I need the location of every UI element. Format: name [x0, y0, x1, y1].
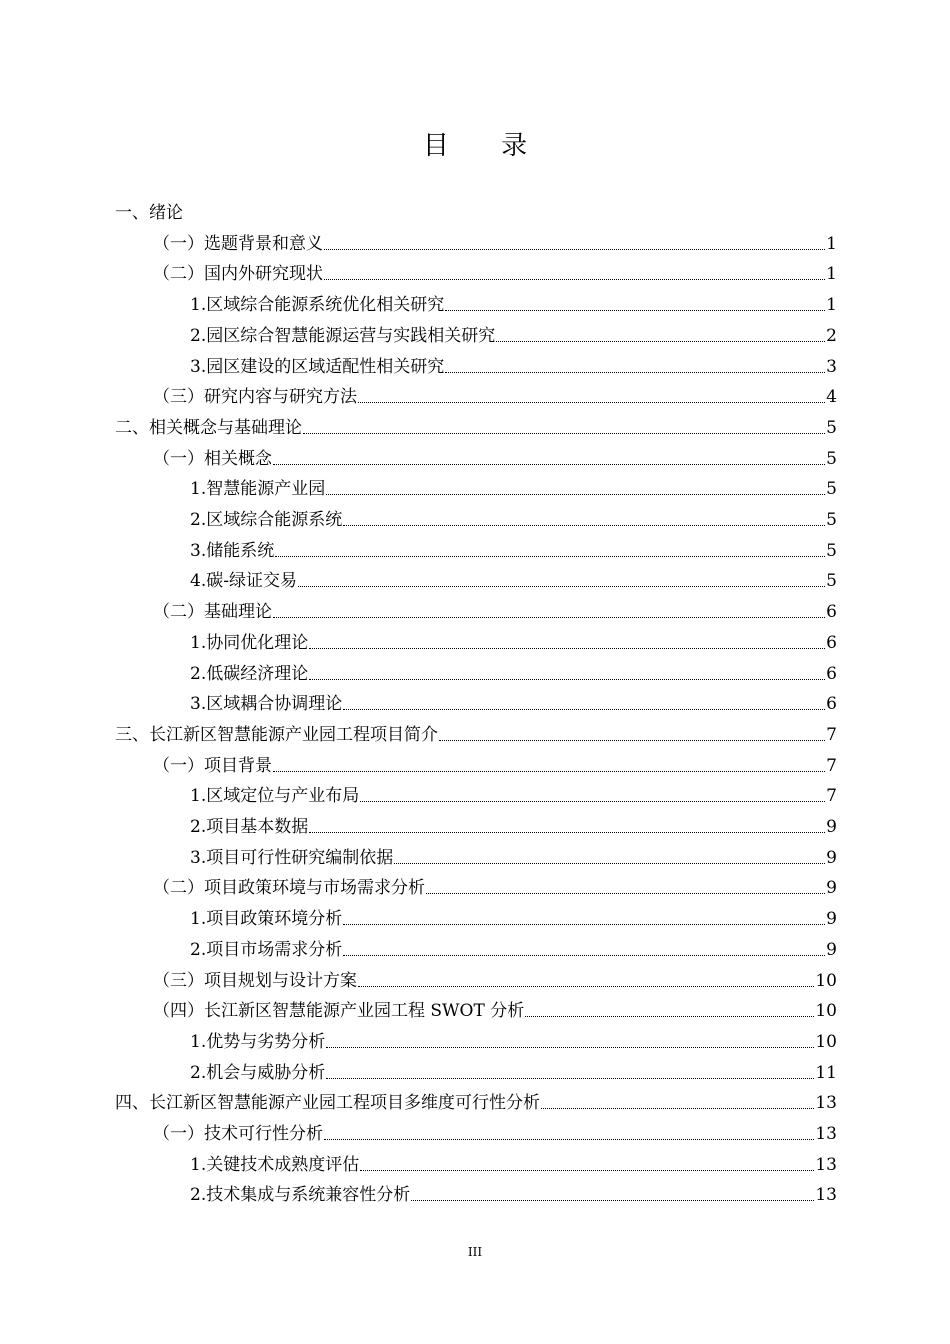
- toc-entry-title: 1.协同优化理论: [190, 632, 309, 653]
- toc-entry-level-1[interactable]: [115, 1084, 837, 1114]
- toc-entry-page-number: 5: [826, 417, 837, 438]
- dot-leader: [445, 372, 825, 373]
- toc-entry-page-number: 9: [826, 939, 837, 960]
- toc-entry-title: 1.优势与劣势分析: [190, 1031, 326, 1052]
- toc-entry-page-number: 4: [826, 387, 837, 408]
- toc-entry-level-2[interactable]: [153, 1115, 837, 1145]
- page-number: III: [467, 1245, 483, 1259]
- toc-entry-page-number: 11: [815, 1062, 837, 1083]
- toc-entry-title: 四、长江新区智慧能源产业园工程项目多维度可行性分析: [115, 1093, 540, 1114]
- toc-entry-title: 4.碳-绿证交易: [190, 571, 297, 592]
- toc-entry-level-3[interactable]: [190, 532, 837, 562]
- toc-entry-title: （二）项目政策环境与市场需求分析: [153, 878, 425, 899]
- toc-entry-title: （三）项目规划与设计方案: [153, 970, 357, 991]
- toc-entry-level-2[interactable]: [153, 593, 837, 623]
- toc-entry-page-number: 9: [826, 847, 837, 868]
- toc-entry-level-1[interactable]: [115, 409, 837, 439]
- toc-entry-title: 3.项目可行性研究编制依据: [190, 847, 394, 868]
- toc-entry-level-2[interactable]: [153, 440, 837, 470]
- dot-leader: [445, 310, 825, 311]
- toc-entry-level-3[interactable]: [190, 839, 837, 869]
- toc-entry-level-3[interactable]: [190, 317, 837, 347]
- toc-entry-title: （一）选题背景和意义: [153, 233, 323, 254]
- toc-entry-title: 3.区域耦合协调理论: [190, 694, 343, 715]
- dot-leader: [343, 525, 825, 526]
- dot-leader: [309, 679, 825, 680]
- toc-entry-title: 2.区域综合能源系统: [190, 510, 343, 530]
- toc-entry-page-number: 5: [826, 571, 837, 592]
- toc-entry-level-2[interactable]: [153, 225, 837, 255]
- toc-entry-page-number: 6: [826, 632, 837, 653]
- toc-entry-title: 1.项目政策环境分析: [190, 909, 343, 930]
- toc-entry-title: 一、绪论: [115, 203, 183, 223]
- toc-entry-page-number: 6: [826, 602, 837, 623]
- dot-leader: [326, 1078, 814, 1079]
- dot-leader: [298, 586, 825, 587]
- toc-entry-page-number: 10: [815, 1001, 837, 1022]
- toc-entry-title: （二）基础理论: [153, 602, 272, 623]
- toc-entry-level-3[interactable]: [190, 562, 837, 592]
- toc-entry-title: 二、相关概念与基础理论: [115, 417, 302, 438]
- toc-entry-page-number: 13: [815, 1185, 837, 1206]
- toc-entry-page-number: 6: [826, 694, 837, 715]
- dot-leader: [343, 709, 825, 710]
- toc-entry-title: （一）相关概念: [153, 448, 272, 469]
- dot-leader: [411, 1200, 814, 1201]
- toc-entry-level-1[interactable]: [115, 716, 837, 746]
- toc-entry-title: 三、长江新区智慧能源产业园工程项目简介: [115, 724, 438, 745]
- toc-entry-title: 1.智慧能源产业园: [190, 479, 326, 500]
- toc-entry-page-number: 1: [826, 233, 837, 254]
- dot-leader: [273, 617, 825, 618]
- toc-entry-level-2[interactable]: [153, 747, 837, 777]
- toc-entry-level-3[interactable]: [190, 777, 837, 807]
- dot-leader: [275, 556, 825, 557]
- toc-entry-title: （三）研究内容与研究方法: [153, 387, 357, 408]
- toc-entry-page-number: 10: [815, 970, 837, 991]
- dot-leader: [541, 1108, 814, 1109]
- toc-entry-page-number: 9: [826, 817, 837, 837]
- toc-entry-page-number: 1: [826, 295, 837, 316]
- dot-leader: [273, 464, 825, 465]
- dot-leader: [360, 801, 825, 802]
- dot-leader: [324, 279, 825, 280]
- toc-entry-page-number: 7: [826, 724, 837, 745]
- toc-entry-title: （一）技术可行性分析: [153, 1124, 323, 1144]
- toc-entry-page-number: 1: [826, 264, 837, 285]
- dot-leader: [525, 1016, 814, 1017]
- toc-entry-level-3[interactable]: [190, 931, 837, 961]
- toc-entry-level-2[interactable]: [153, 992, 837, 1022]
- toc-entry-page-number: 7: [826, 755, 837, 776]
- toc-entry-page-number: 3: [826, 356, 837, 377]
- toc-entry-level-3[interactable]: [190, 286, 837, 316]
- dot-leader: [324, 249, 825, 250]
- toc-entry-title: 3.园区建设的区域适配性相关研究: [190, 356, 445, 377]
- dot-leader: [394, 863, 825, 864]
- toc-entry-page-number: 7: [826, 786, 837, 807]
- toc-entry-title: 2.机会与威胁分析: [190, 1062, 326, 1083]
- toc-entry-title: 2.项目市场需求分析: [190, 939, 343, 960]
- toc-entry-level-2[interactable]: [153, 255, 837, 285]
- toc-entry-page-number: 9: [826, 909, 837, 930]
- toc-entry-title: 1.区域定位与产业布局: [190, 786, 360, 807]
- toc-entry-level-2[interactable]: [153, 962, 837, 992]
- toc-entry-page-number: 9: [826, 878, 837, 899]
- toc-entry-title: 3.储能系统: [190, 540, 275, 561]
- toc-entry-level-1[interactable]: [115, 194, 837, 224]
- dot-leader: [309, 832, 825, 833]
- dot-leader: [343, 924, 825, 925]
- toc-entry-title: （四）长江新区智慧能源产业园工程 SWOT 分析: [153, 1001, 525, 1022]
- dot-leader: [303, 433, 825, 434]
- toc-entry-page-number: 13: [815, 1154, 837, 1175]
- toc-entry-level-3[interactable]: [190, 501, 837, 531]
- toc-entry-title: （一）项目背景: [153, 755, 272, 776]
- dot-leader: [273, 771, 825, 772]
- toc-entry-page-number: 13: [815, 1093, 837, 1114]
- toc-entry-level-3[interactable]: [190, 900, 837, 930]
- toc-entry-page-number: 5: [826, 510, 837, 530]
- toc-entry-level-3[interactable]: [190, 1023, 837, 1053]
- dot-leader: [426, 893, 825, 894]
- page-title: 目 录: [422, 131, 550, 161]
- dot-leader: [343, 955, 825, 956]
- toc-entry-level-3[interactable]: [190, 470, 837, 500]
- toc-entry-level-3[interactable]: [190, 348, 837, 378]
- dot-leader: [324, 1139, 814, 1140]
- dot-leader: [496, 341, 825, 342]
- dot-leader: [326, 494, 825, 495]
- toc-entry-level-3[interactable]: [190, 1146, 837, 1176]
- toc-entry-level-3[interactable]: [190, 655, 837, 685]
- toc-entry-page-number: 5: [826, 479, 837, 500]
- toc-entry-level-3[interactable]: [190, 1054, 837, 1084]
- toc-entry-page-number: 5: [826, 448, 837, 469]
- toc-entry-page-number: 13: [815, 1124, 837, 1144]
- toc-entry-level-3[interactable]: [190, 685, 837, 715]
- dot-leader: [326, 1047, 814, 1048]
- dot-leader: [358, 402, 825, 403]
- dot-leader: [439, 740, 825, 741]
- toc-entry-title: 1.关键技术成熟度评估: [190, 1154, 360, 1175]
- toc-entry-level-2[interactable]: [153, 869, 837, 899]
- dot-leader: [360, 1170, 814, 1171]
- toc-entry-title: （二）国内外研究现状: [153, 264, 323, 285]
- toc-entry-level-3[interactable]: [190, 1176, 837, 1206]
- dot-leader: [309, 648, 825, 649]
- toc-entry-level-3[interactable]: [190, 808, 837, 838]
- toc-entry-title: 2.低碳经济理论: [190, 663, 309, 684]
- toc-entry-page-number: 10: [815, 1031, 837, 1052]
- toc-entry-title: 2.园区综合智慧能源运营与实践相关研究: [190, 325, 496, 346]
- toc-entry-title: 2.技术集成与系统兼容性分析: [190, 1185, 411, 1206]
- toc-entry-title: 1.区域综合能源系统优化相关研究: [190, 295, 445, 316]
- toc-entry-page-number: 6: [826, 663, 837, 684]
- toc-entry-title: 2.项目基本数据: [190, 817, 309, 837]
- toc-entry-level-2[interactable]: [153, 378, 837, 408]
- toc-entry-page-number: 5: [826, 540, 837, 561]
- toc-entry-page-number: 2: [826, 325, 837, 346]
- dot-leader: [358, 986, 814, 987]
- toc-entry-level-3[interactable]: [190, 624, 837, 654]
